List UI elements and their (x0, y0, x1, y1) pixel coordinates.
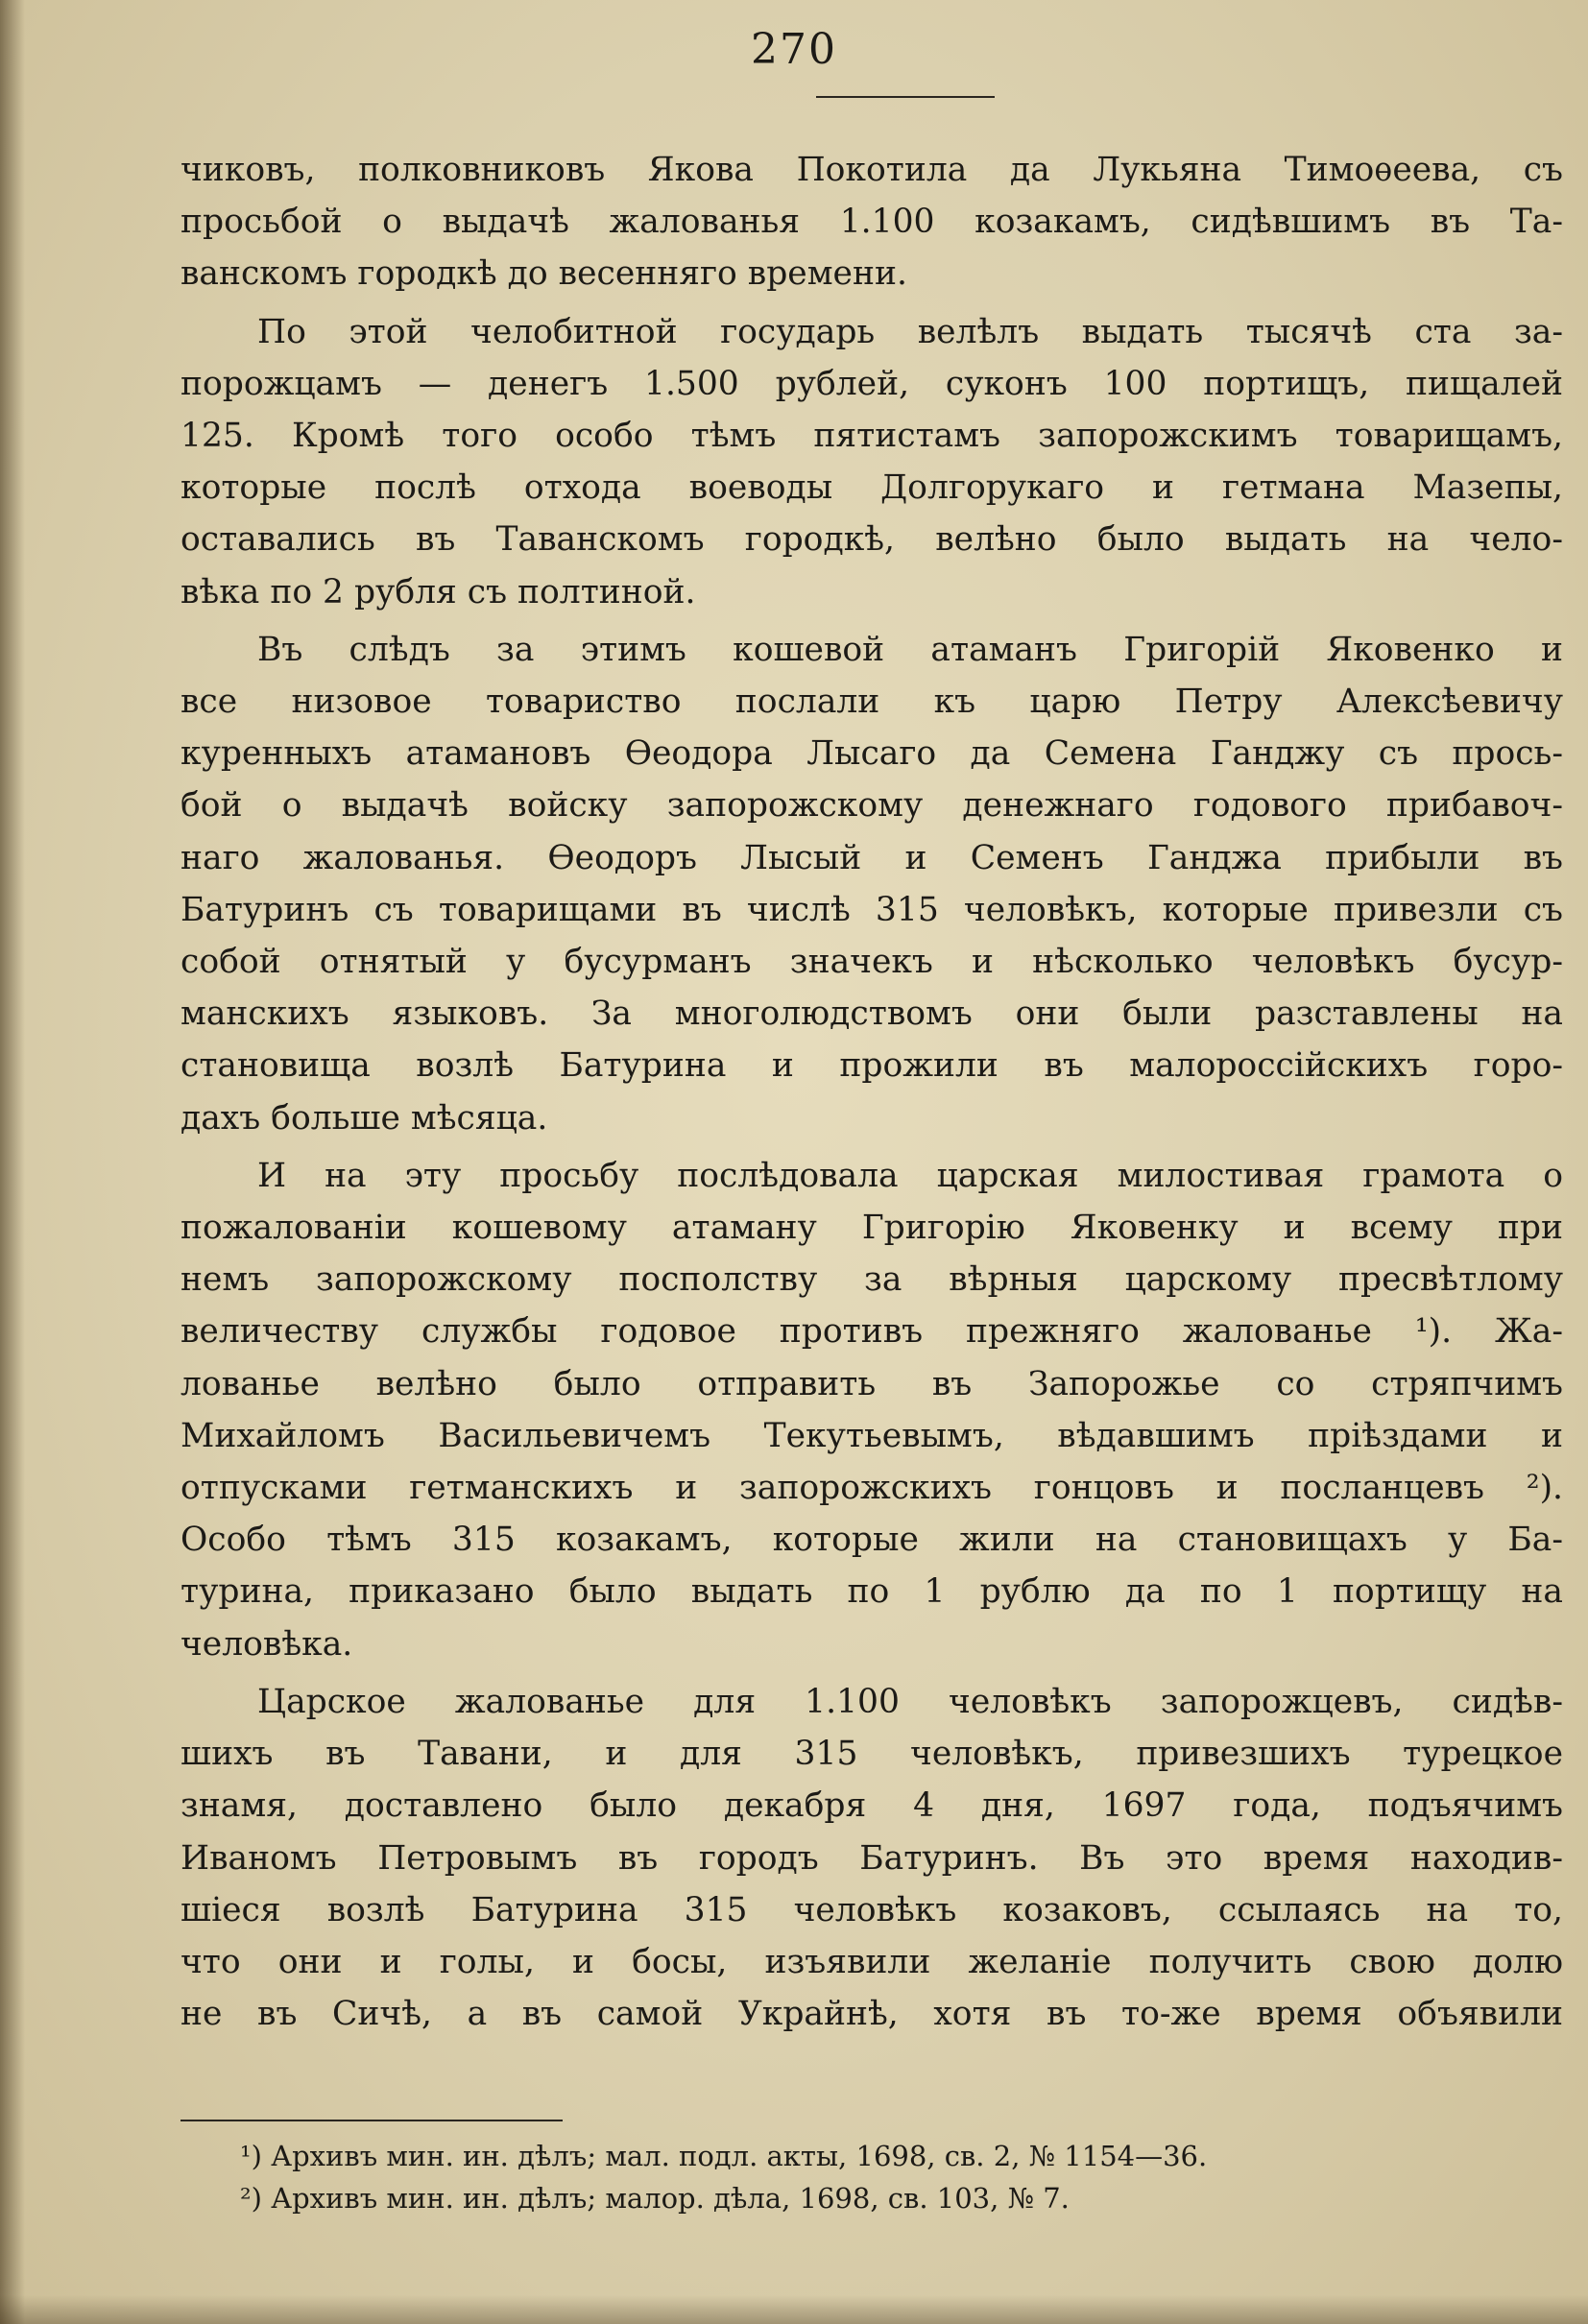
text-line: 125. Кромѣ того особо тѣмъ пятистамъ запорожскимъ товарищамъ, (180, 417, 1563, 456)
text-line: ванскомъ городкѣ до весенняго времени. (180, 254, 907, 294)
text-line: Особо тѣмъ 315 козакамъ, которые жили на становищахъ у Ба- (180, 1521, 1563, 1560)
paragraph-4 (180, 1150, 1563, 1670)
paragraph-2 (180, 306, 1563, 618)
text-line: Иваномъ Петровымъ въ городъ Батуринъ. Въ это время находив- (180, 1838, 1563, 1878)
text-line: наго жалованья. Ѳеодоръ Лысый и Семенъ Ганджа прибыли въ (180, 838, 1563, 877)
text-line: По этой челобитной государь велѣлъ выдать тысячѣ ста за- (257, 312, 1563, 351)
paragraph-3 (180, 624, 1563, 1144)
text-line: вѣка по 2 рубля съ полтиной. (180, 572, 696, 611)
text-line: Царское жалованье для 1.100 человѣкъ запорожцевъ, сидѣв- (257, 1682, 1563, 1721)
text-line: которые послѣ отхода воеводы Долгорукаго и гетмана Мазепы, (180, 468, 1563, 508)
text-line: человѣка. (180, 1624, 353, 1664)
text-line: шихъ въ Тавани, и для 315 человѣкъ, привезшихъ турецкое (180, 1735, 1563, 1774)
text-line: бой о выдачѣ войску запорожскому денежнаго годового прибавоч- (180, 786, 1563, 826)
text-line: порожцамъ — денегъ 1.500 рублей, суконъ 100 портищъ, пищалей (180, 364, 1563, 403)
text-line: манскихъ языковъ. За многолюдствомъ они были разставлены на (180, 994, 1563, 1034)
text-line: становища возлѣ Батурина и прожили въ малороссійскихъ горо- (180, 1046, 1563, 1086)
spine-shadow (0, 0, 25, 2324)
text-line: немъ запорожскому посполству за вѣрныя царскому пресвѣтлому (180, 1260, 1563, 1300)
text-line: Въ слѣдъ за этимъ кошевой атаманъ Григорій Яковенко и (257, 630, 1563, 669)
paragraph-1 (180, 144, 1563, 300)
footnotes (240, 2135, 1488, 2219)
text-line: И на эту просьбу послѣдовала царская милостивая грамота о (257, 1156, 1563, 1195)
text-line: отпусками гетманскихъ и запорожскихъ гонцовъ и посланцевъ ²). (180, 1469, 1563, 1508)
text-line: просьбой о выдачѣ жалованья 1.100 козакамъ, сидѣвшимъ въ Та- (180, 203, 1563, 242)
footnote-1: ¹) Архивъ мин. ин. дѣлъ; мал. подл. акты, 1698, св. 2, № 1154—36. (240, 2140, 1208, 2172)
text-line: оставались въ Таванскомъ городкѣ, велѣно было выдать на чело- (180, 520, 1563, 560)
body-text (180, 144, 1563, 2046)
text-line: пожалованіи кошевому атаману Григорію Яковенку и всему при (180, 1209, 1563, 1248)
text-line: Михайломъ Васильевичемъ Текутьевымъ, вѣдавшимъ пріѣздами и (180, 1416, 1563, 1455)
text-line: куренныхъ атамановъ Ѳеодора Лысаго да Семена Ганджу съ прось- (180, 734, 1563, 774)
page-number: 270 (751, 25, 837, 74)
text-line: собой отнятый у бусурманъ значекъ и нѣсколько человѣкъ бусур- (180, 943, 1563, 982)
text-line: чиковъ, полковниковъ Якова Покотила да Лукьяна Тимоѳеева, съ (180, 151, 1563, 189)
text-line: не въ Сичѣ, а въ самой Украйнѣ, хотя въ то-же время объявили (180, 1995, 1563, 2034)
text-line: турина, приказано было выдать по 1 рублю да по 1 портищу на (180, 1572, 1563, 1612)
text-line: Батуринъ съ товарищами въ числѣ 315 человѣкъ, которые привезли съ (180, 890, 1563, 929)
text-line: величеству службы годовое противъ прежняго жалованье ¹). Жа- (180, 1312, 1563, 1352)
page-number-rule (816, 96, 995, 98)
text-line: что они и голы, и босы, изъявили желаніе получить свою долю (180, 1942, 1563, 1981)
text-line: знамя, доставлено было декабря 4 дня, 1697 года, подъячимъ (180, 1786, 1563, 1826)
text-line: шіеся возлѣ Батурина 315 человѣкъ козаковъ, ссылаясь на то, (180, 1890, 1563, 1929)
text-line: дахъ больше мѣсяца. (180, 1098, 548, 1138)
footnote-2: ²) Архивъ мин. ин. дѣлъ; малор. дѣла, 1698, св. 103, № 7. (240, 2182, 1070, 2215)
footnote-rule (180, 2120, 563, 2121)
bottom-edge-shadow (0, 2295, 1588, 2324)
paragraph-5 (180, 1676, 1563, 2040)
text-line: все низовое товариство послали къ царю Петру Алексѣевичу (180, 683, 1563, 722)
text-line: лованье велѣно было отправить въ Запорожье со стряпчимъ (180, 1364, 1563, 1403)
